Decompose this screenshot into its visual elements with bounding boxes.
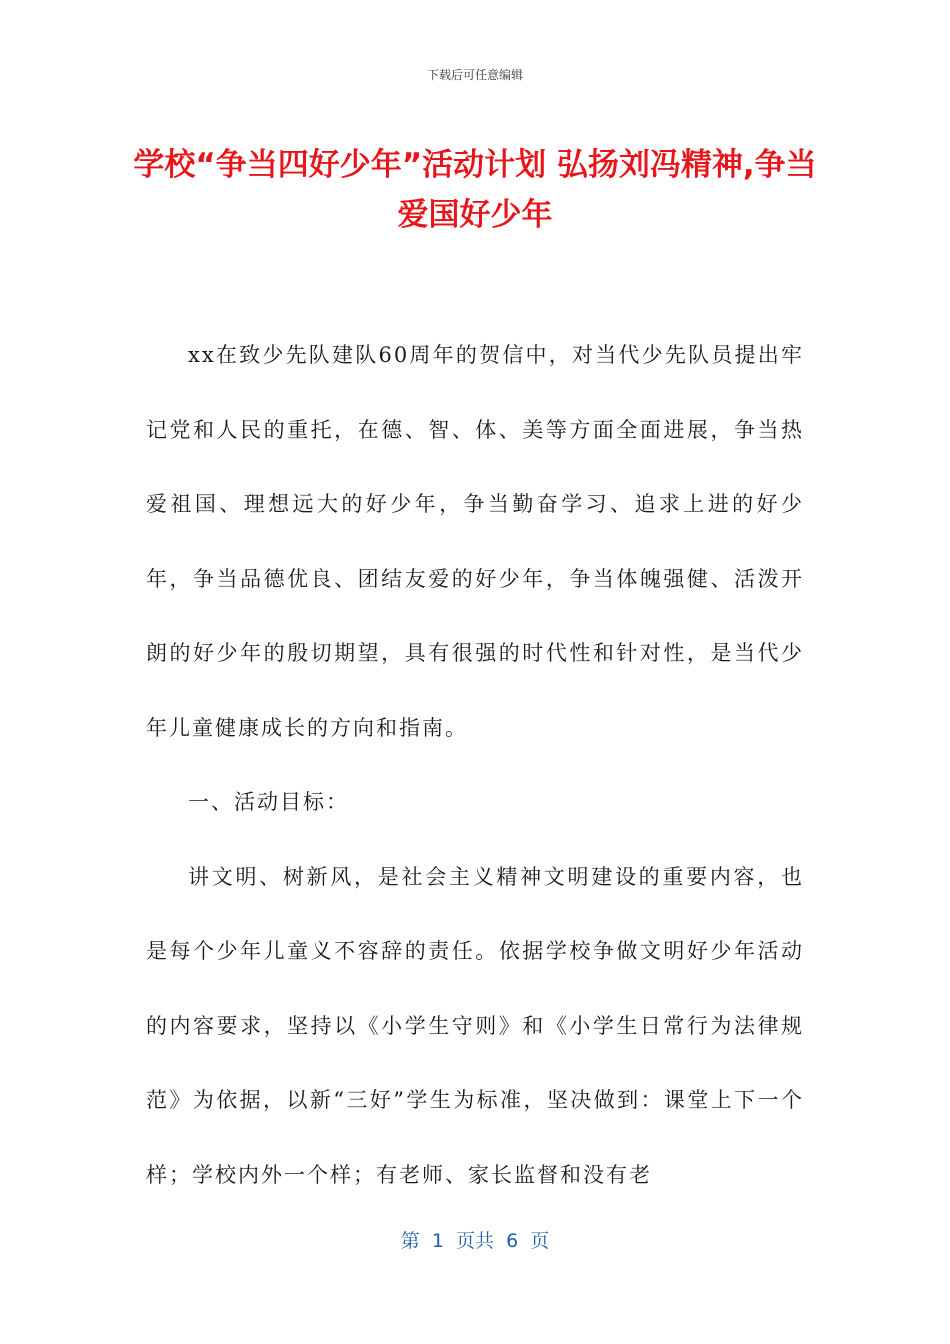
paragraph-intro: xx在致少先队建队60周年的贺信中，对当代少先队员提出牢记党和人民的重托，在德、智、体、美等方面全面进展，争当热爱祖国、理想远大的好少年，争当勤奋学习、追求上进的好少年，争当品德优良、团结友爱的好少年，争当体魄强健、活泼开朗的好少年的殷切期望，具有很强的时代性和针对性，是当代少年儿童健康成长的方向和指南。 [146, 343, 804, 740]
section-heading-goals: 一、活动目标： [188, 790, 349, 814]
paragraph-goals: 讲文明、树新风，是社会主义精神文明建设的重要内容，也是每个少年儿童义不容辞的责任。依据学校争做文明好少年活动的内容要求，坚持以《小学生守则》和《小学生日常行为法律规范》为依据，以新“三好”学生为标准，坚决做到：课堂上下一个样；学校内外一个样；有老师、家长监督和没有老 [146, 864, 804, 1187]
document-body [146, 318, 804, 1212]
page-number: 第 1 页共 6 页 [400, 1230, 550, 1252]
document-title: 学校“争当四好少年”活动计划 弘扬刘冯精神,争当爱国好少年 [133, 147, 817, 233]
download-note: 下载后可任意编辑 [426, 68, 523, 82]
